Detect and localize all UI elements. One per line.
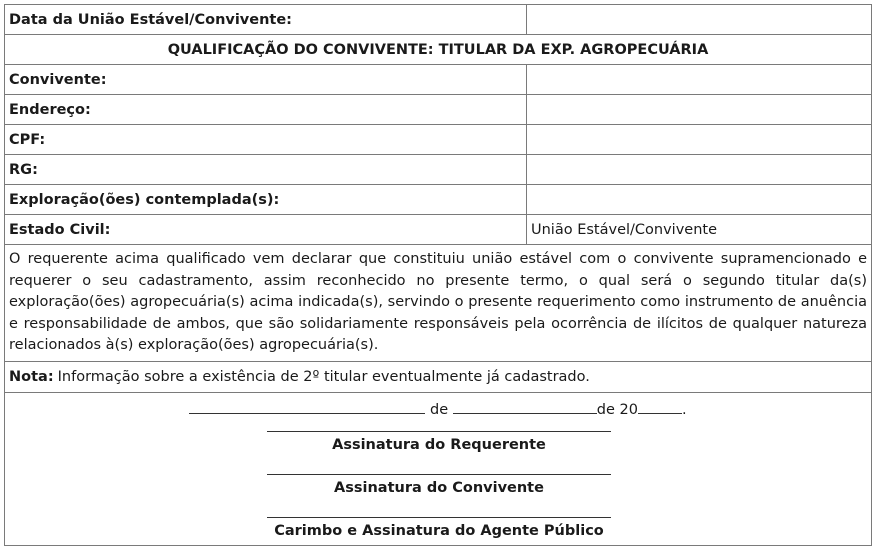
row-rg — [5, 155, 871, 185]
row-note — [5, 362, 871, 393]
label-data-uniao: Data da União Estável/Convivente: — [5, 5, 527, 34]
field-estado-civil[interactable]: União Estável/Convivente — [531, 221, 717, 238]
signature-agente-label: Carimbo e Assinatura do Agente Público — [274, 523, 604, 539]
signature-requerente-label: Assinatura do Requerente — [332, 437, 546, 453]
field-data-uniao[interactable] — [527, 5, 871, 34]
row-convivente — [5, 65, 871, 95]
month-blank[interactable] — [453, 399, 597, 414]
signature-area — [5, 393, 871, 553]
row-declaration — [5, 245, 871, 362]
row-cpf — [5, 125, 871, 155]
label-endereco: Endereço: — [5, 95, 527, 124]
signature-line — [267, 474, 611, 475]
date-end: . — [681, 402, 687, 418]
signature-convivente-label: Assinatura do Convivente — [334, 480, 544, 496]
year-blank[interactable] — [638, 399, 682, 414]
signature-convivente[interactable] — [267, 474, 611, 496]
signature-line — [267, 517, 611, 518]
note-text: Informação sobre a existência de 2º titular eventualmente já cadastrado. — [57, 369, 590, 385]
union-declaration-form — [4, 4, 872, 546]
label-convivente: Convivente: — [5, 65, 527, 94]
row-endereco — [5, 95, 871, 125]
field-exploracoes[interactable] — [527, 185, 871, 214]
row-data-uniao — [5, 5, 871, 35]
field-rg[interactable] — [527, 155, 871, 184]
section-title: QUALIFICAÇÃO DO CONVIVENTE: TITULAR DA EXP. AGROPECUÁRIA — [167, 41, 709, 58]
label-cpf: CPF: — [5, 125, 527, 154]
signature-requerente[interactable] — [267, 431, 611, 453]
date-de-1: de — [430, 402, 449, 418]
declaration-text: O requerente acima qualificado vem declarar que constituiu união estável com o convivente supramencionado e requerer o seu cadastramento, assim reconhecido no presente termo, o qual será o segundo titular da(s) exploração(ões) agropecuária(s) acima indicada(s), servindo o presente requerimento como instrumento de anuência e responsabilidade de ambos, que são solidariamente responsáveis pela ocorrência de ilícitos de qualquer natureza relacionados à(s) exploração(ões) agropecuária(s). — [9, 251, 867, 353]
place-blank[interactable] — [189, 399, 425, 414]
label-rg: RG: — [5, 155, 527, 184]
row-exploracoes — [5, 185, 871, 215]
field-cpf[interactable] — [527, 125, 871, 154]
row-section-title — [5, 35, 871, 65]
signature-agente[interactable] — [267, 517, 611, 539]
label-exploracoes: Exploração(ões) contemplada(s): — [5, 185, 527, 214]
field-endereco[interactable] — [527, 95, 871, 124]
date-de-20: de 20 — [596, 402, 638, 418]
signature-line — [267, 431, 611, 432]
label-estado-civil: Estado Civil: — [5, 215, 527, 244]
note-label: Nota: — [9, 369, 54, 385]
date-line — [5, 399, 871, 418]
row-estado-civil — [5, 215, 871, 245]
note — [5, 362, 590, 392]
field-convivente[interactable] — [527, 65, 871, 94]
